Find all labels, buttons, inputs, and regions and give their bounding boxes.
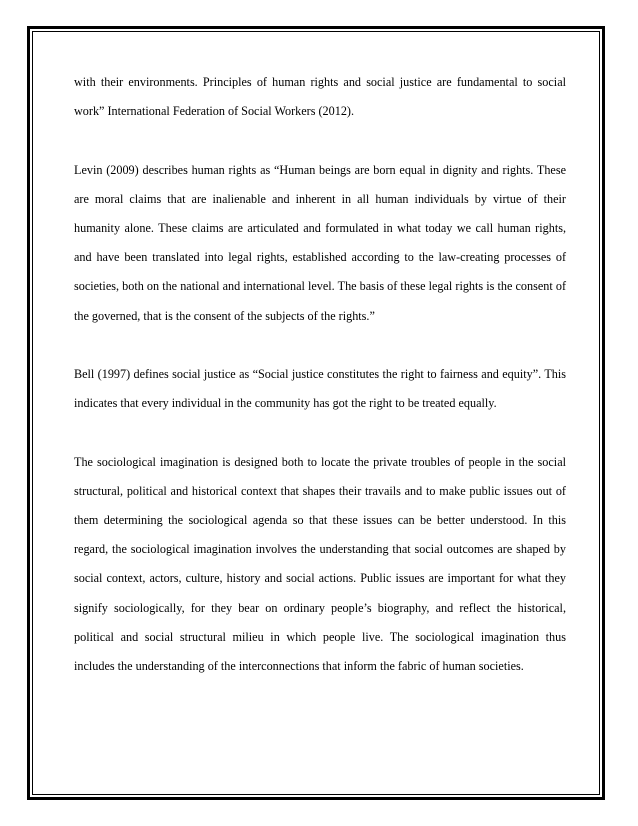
paragraph-bell-social-justice: Bell (1997) defines social justice as “Social justice constitutes the right to fairness and equity”. This indicates that every individual in the community has got the right to be treated equally. <box>74 367 566 411</box>
paragraph-ifsw-definition: with their environments. Principles of human rights and social justice are fundamental to social work” International Federation of Social Workers (2012). <box>74 75 566 119</box>
paragraph-sociological-imagination: The sociological imagination is designed both to locate the private troubles of people in the social structural, political and historical context that shapes their travails and to make public issues out of them determining the sociological agenda so that these issues can be better understood. In this regard, the sociological imagination involves the understanding that social outcomes are shaped by social context, actors, culture, history and social actions. Public issues are important for what they signify sociologically, for they bear on ordinary people’s biography, and reflect the historical, political and social structural milieu in which people live. The sociological imagination thus includes the understanding of the interconnections that inform the fabric of human societies. <box>74 454 566 674</box>
document-body <box>74 68 566 681</box>
paragraph-levin-human-rights: Levin (2009) describes human rights as “Human beings are born equal in dignity and rights. These are moral claims that are inalienable and inherent in all human individuals by virtue of their humanity alone. These claims are articulated and formulated in what today we call human rights, and have been translated into legal rights, established according to the law-creating processes of societies, both on the national and international level. The basis of these legal rights is the consent of the governed, that is the consent of the subjects of the rights.” <box>74 162 566 323</box>
